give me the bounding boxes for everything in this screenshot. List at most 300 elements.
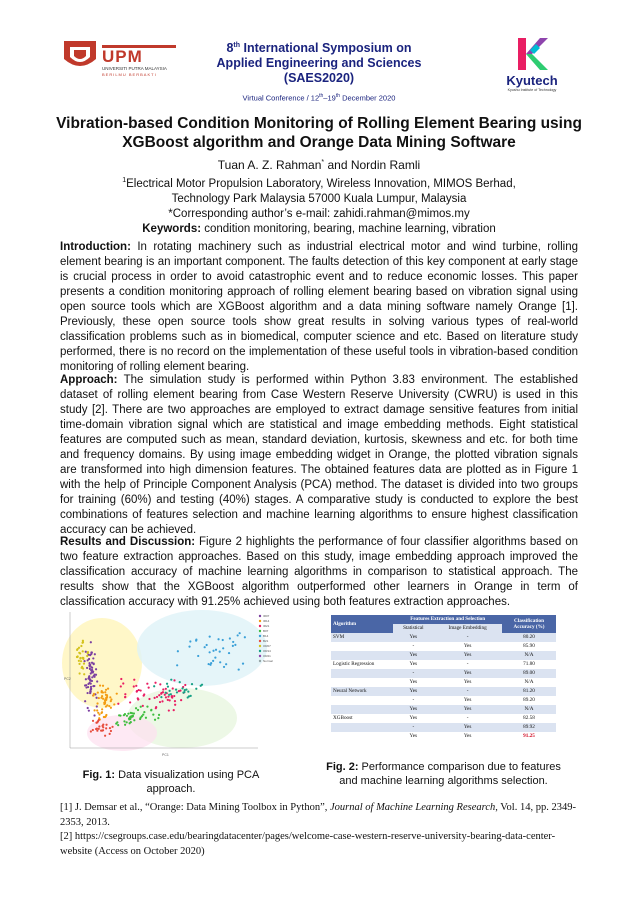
pca-point bbox=[184, 684, 186, 686]
pca-point bbox=[164, 694, 166, 696]
pca-point bbox=[119, 715, 121, 717]
pca-point bbox=[99, 684, 101, 686]
cell-accuracy: 89.92 bbox=[502, 723, 556, 732]
pca-point bbox=[177, 650, 179, 652]
cell-algorithm bbox=[331, 651, 393, 660]
cell-image: - bbox=[433, 714, 502, 723]
pca-point bbox=[152, 714, 154, 716]
cell-accuracy: 91.25 bbox=[502, 732, 556, 741]
pca-point bbox=[148, 698, 150, 700]
pca-y-label: PC2 bbox=[64, 677, 71, 681]
pca-point bbox=[87, 683, 89, 685]
cell-image: Yes bbox=[433, 678, 502, 687]
pca-point bbox=[132, 715, 134, 717]
pca-point bbox=[130, 721, 132, 723]
pca-point bbox=[78, 660, 80, 662]
pca-point bbox=[105, 724, 107, 726]
table-row bbox=[331, 651, 556, 660]
figure-2-caption: Fig. 2: Performance comparison due to features and machine learning algorithms selection. bbox=[326, 761, 561, 787]
legend-marker bbox=[259, 615, 261, 617]
pca-point bbox=[117, 724, 119, 726]
legend-marker bbox=[259, 645, 261, 647]
pca-point bbox=[123, 720, 125, 722]
pca-point bbox=[95, 728, 97, 730]
pca-point bbox=[136, 691, 138, 693]
legend-marker bbox=[259, 640, 261, 642]
pca-point bbox=[88, 710, 90, 712]
kyutech-logo-text: Kyutech bbox=[506, 73, 558, 88]
pca-point bbox=[242, 662, 244, 664]
pca-point bbox=[204, 646, 206, 648]
legend-label: OR14 bbox=[263, 649, 271, 654]
col-features: Features Extraction and Selection bbox=[393, 615, 502, 624]
results-paragraph bbox=[60, 535, 578, 610]
pca-point bbox=[219, 661, 221, 663]
pca-point bbox=[237, 634, 239, 636]
pca-point bbox=[232, 641, 234, 643]
pca-point bbox=[219, 650, 221, 652]
cell-accuracy: N/A bbox=[502, 651, 556, 660]
pca-point bbox=[181, 687, 183, 689]
pca-point bbox=[90, 683, 92, 685]
pca-point bbox=[222, 639, 224, 641]
pca-point bbox=[89, 692, 91, 694]
cell-image: - bbox=[433, 660, 502, 669]
pca-point bbox=[87, 707, 89, 709]
pca-point bbox=[122, 682, 124, 684]
cell-statistical: Yes bbox=[393, 633, 433, 642]
pca-point bbox=[159, 701, 161, 703]
approach-text: The simulation study is performed within Python 3.83 environment. The established dataset of rolling element bearing from Case Western Reserve University (CWRU) is used in this study [2]. There are two approaches are employed to extract damage sensitive features from initial time-domain vibration signal which are statistical and image embedding methods. Eight statistical features are computed such as mean, standard deviation, kurtosis, skewness and etc. for both time and frequency domains. By using image embedding widget in Orange, the plotted vibration signals are transformed into high dimension features. The obtained features data are plotted as in Figure 1 with the help of Principle Component Analysis (PCA) method. The dataset is divided into two groups for training (60%) and testing (40%) stages. A comparative study is conducted to explore the best combinations of features selection and machine learning algorithms to ensure highest classification accuracy can be achieved. bbox=[60, 374, 578, 536]
table-row bbox=[331, 723, 556, 732]
cell-image: Yes bbox=[433, 705, 502, 714]
pca-point bbox=[165, 696, 167, 698]
legend-label: IR14 bbox=[263, 619, 270, 624]
pca-point bbox=[86, 692, 88, 694]
pca-point bbox=[93, 676, 95, 678]
pca-point bbox=[165, 688, 167, 690]
pca-point bbox=[183, 691, 185, 693]
paper-title bbox=[40, 114, 598, 152]
pca-point bbox=[95, 668, 97, 670]
cell-accuracy: 81.20 bbox=[502, 687, 556, 696]
pca-point bbox=[85, 651, 87, 653]
cell-accuracy: N/A bbox=[502, 678, 556, 687]
legend-marker bbox=[259, 625, 261, 627]
pca-point bbox=[206, 644, 208, 646]
pca-point bbox=[93, 693, 95, 695]
table-row bbox=[331, 696, 556, 705]
pca-point bbox=[191, 683, 193, 685]
pca-point bbox=[153, 685, 155, 687]
cell-image: Yes bbox=[433, 669, 502, 678]
pca-point bbox=[212, 660, 214, 662]
pca-point bbox=[90, 641, 92, 643]
pca-point bbox=[98, 728, 100, 730]
pca-point bbox=[129, 718, 131, 720]
introduction-label: Introduction: bbox=[60, 241, 131, 253]
cell-image: Yes bbox=[433, 723, 502, 732]
cell-image: Yes bbox=[433, 696, 502, 705]
pca-point bbox=[167, 685, 169, 687]
pca-point bbox=[86, 655, 88, 657]
pca-point bbox=[214, 656, 216, 658]
pca-point bbox=[239, 632, 241, 634]
pca-point bbox=[84, 684, 86, 686]
legend-label: OR07 bbox=[263, 644, 271, 649]
pca-point bbox=[88, 658, 90, 660]
results-label: Results and Discussion: bbox=[60, 536, 196, 548]
figure-1-caption: Fig. 1: Data visualization using PCA approach. bbox=[82, 769, 260, 795]
pca-point bbox=[93, 663, 95, 665]
pca-point bbox=[83, 660, 85, 662]
pca-point bbox=[238, 668, 240, 670]
pca-point bbox=[88, 662, 90, 664]
pca-point bbox=[101, 695, 103, 697]
affiliation-line-1: $^1$Electrical Motor Propulsion Laboratory, Wireless Innovation, MIMOS Berhad, bbox=[122, 177, 516, 190]
pca-point bbox=[91, 662, 93, 664]
pca-point bbox=[106, 704, 108, 706]
upm-logo-text: UPM bbox=[102, 47, 143, 66]
pca-point bbox=[180, 699, 182, 701]
pca-point bbox=[140, 689, 142, 691]
legend-label: Normal bbox=[263, 659, 273, 664]
pca-point bbox=[102, 685, 104, 687]
pca-point bbox=[131, 712, 133, 714]
pca-point bbox=[174, 700, 176, 702]
pca-point bbox=[169, 690, 171, 692]
reference-2: [2] https://csegroups.case.edu/bearingdatacenter/pages/welcome-case-western-reserve-university-bearing-data-center-website (Access on October 2020) bbox=[60, 831, 556, 857]
pca-point bbox=[82, 667, 84, 669]
author-block bbox=[40, 155, 598, 237]
pca-point bbox=[225, 663, 227, 665]
pca-point bbox=[101, 708, 103, 710]
table-row bbox=[331, 633, 556, 642]
pca-point bbox=[101, 730, 103, 732]
pca-point bbox=[113, 703, 115, 705]
pca-point bbox=[109, 733, 111, 735]
symposium-line2: Applied Engineering and Sciences (SAES2020) bbox=[216, 56, 422, 86]
cell-statistical: Yes bbox=[393, 678, 433, 687]
cell-accuracy: 71.80 bbox=[502, 660, 556, 669]
pca-point bbox=[188, 645, 190, 647]
pca-point bbox=[195, 640, 197, 642]
pca-point bbox=[92, 720, 94, 722]
pca-point bbox=[109, 696, 111, 698]
pca-point bbox=[160, 696, 162, 698]
pca-point bbox=[94, 653, 96, 655]
pca-point bbox=[208, 663, 210, 665]
pca-point bbox=[123, 714, 125, 716]
pca-point bbox=[210, 662, 212, 664]
symposium-line1: 8th International Symposium on bbox=[226, 41, 412, 56]
pca-point bbox=[104, 716, 106, 718]
pca-point bbox=[102, 698, 104, 700]
pca-point bbox=[173, 709, 175, 711]
cell-image: - bbox=[433, 633, 502, 642]
pca-point bbox=[137, 697, 139, 699]
pca-point bbox=[158, 694, 160, 696]
pca-point bbox=[162, 691, 164, 693]
pca-point bbox=[162, 688, 164, 690]
table-row bbox=[331, 705, 556, 714]
pca-point bbox=[165, 692, 167, 694]
upm-logo-motto: BERILMU BERBAKTI bbox=[102, 72, 157, 77]
cell-algorithm bbox=[331, 732, 393, 741]
pca-point bbox=[110, 707, 112, 709]
pca-point bbox=[179, 690, 181, 692]
pca-point bbox=[156, 696, 158, 698]
pca-point bbox=[124, 696, 126, 698]
pca-point bbox=[93, 714, 95, 716]
pca-point bbox=[101, 711, 103, 713]
pca-point bbox=[168, 709, 170, 711]
cell-accuracy: N/A bbox=[502, 705, 556, 714]
cell-algorithm: XGBoost bbox=[331, 714, 393, 723]
pca-point bbox=[78, 647, 80, 649]
cell-statistical: Yes bbox=[393, 660, 433, 669]
cell-image: - bbox=[433, 687, 502, 696]
pca-point bbox=[155, 707, 157, 709]
pca-point bbox=[90, 666, 92, 668]
pca-point bbox=[141, 715, 143, 717]
pca-point bbox=[133, 719, 135, 721]
pca-point bbox=[158, 714, 160, 716]
pca-point bbox=[101, 691, 103, 693]
pca-point bbox=[172, 687, 174, 689]
cell-algorithm bbox=[331, 723, 393, 732]
pca-point bbox=[145, 717, 147, 719]
legend-marker bbox=[259, 660, 261, 662]
legend-label: IR07 bbox=[263, 614, 270, 619]
legend-marker bbox=[259, 655, 261, 657]
pca-point bbox=[228, 652, 230, 654]
cell-statistical: Yes bbox=[393, 651, 433, 660]
cell-accuracy: 82.58 bbox=[502, 714, 556, 723]
pca-point bbox=[170, 679, 172, 681]
col-algorithm: Algorithm bbox=[331, 615, 393, 633]
introduction-paragraph bbox=[60, 240, 578, 375]
upm-logo bbox=[62, 37, 182, 77]
pca-point bbox=[76, 649, 78, 651]
figure-1-pca-plot bbox=[62, 608, 278, 758]
corresponding-email: *Corresponding author’s e-mail: zahidi.rahman@mimos.my bbox=[168, 207, 470, 220]
pca-point bbox=[105, 714, 107, 716]
legend-label: B07 bbox=[263, 629, 269, 634]
cell-accuracy: 80.20 bbox=[502, 633, 556, 642]
pca-point bbox=[110, 698, 112, 700]
pca-point bbox=[159, 683, 161, 685]
pca-point bbox=[176, 664, 178, 666]
table-row bbox=[331, 678, 556, 687]
pca-point bbox=[77, 655, 79, 657]
pca-point bbox=[82, 640, 84, 642]
pca-point bbox=[209, 636, 211, 638]
conference-dates: Virtual Conference / 12th–19th December 2020 bbox=[242, 93, 396, 103]
pca-point bbox=[174, 704, 176, 706]
pca-point bbox=[139, 718, 141, 720]
cell-statistical: Yes bbox=[393, 687, 433, 696]
title-line-2: XGBoost algorithm and Orange Data Mining Software bbox=[122, 134, 516, 151]
pca-point bbox=[96, 702, 98, 704]
pca-point bbox=[87, 686, 89, 688]
pca-point bbox=[133, 679, 135, 681]
cell-statistical: Yes bbox=[393, 705, 433, 714]
pca-point bbox=[79, 672, 81, 674]
pca-point bbox=[167, 699, 169, 701]
pca-point bbox=[195, 688, 197, 690]
conference-header bbox=[190, 38, 448, 103]
cell-accuracy: 89.00 bbox=[502, 669, 556, 678]
pca-point bbox=[89, 654, 91, 656]
pca-point bbox=[110, 730, 112, 732]
cell-statistical: - bbox=[393, 696, 433, 705]
approach-paragraph bbox=[60, 373, 578, 538]
pca-point bbox=[222, 647, 224, 649]
pca-point bbox=[98, 697, 100, 699]
table-row bbox=[331, 669, 556, 678]
cell-statistical: Yes bbox=[393, 732, 433, 741]
pca-point bbox=[168, 694, 170, 696]
pca-point bbox=[215, 649, 217, 651]
pca-point bbox=[84, 700, 86, 702]
pca-point bbox=[229, 637, 231, 639]
pca-point bbox=[150, 709, 152, 711]
pca-point bbox=[108, 705, 110, 707]
pca-point bbox=[106, 694, 108, 696]
pca-point bbox=[154, 719, 156, 721]
col-accuracy: Classification Accuracy (%) bbox=[502, 615, 556, 633]
pca-point bbox=[105, 727, 107, 729]
pca-point bbox=[80, 660, 82, 662]
pca-point bbox=[120, 678, 122, 680]
pca-point bbox=[166, 683, 168, 685]
table-row bbox=[331, 714, 556, 723]
pca-point bbox=[244, 636, 246, 638]
legend-label: B14 bbox=[263, 634, 269, 639]
pca-point bbox=[173, 695, 175, 697]
upm-logo-subtext: UNIVERSITI PUTRA MALAYSIA bbox=[102, 66, 167, 71]
pca-point bbox=[184, 689, 186, 691]
legend-label: IR21 bbox=[263, 624, 270, 629]
pca-point bbox=[146, 683, 148, 685]
pca-point bbox=[133, 712, 135, 714]
cell-statistical: - bbox=[393, 723, 433, 732]
pca-point bbox=[80, 645, 82, 647]
pca-point bbox=[133, 685, 135, 687]
cell-algorithm bbox=[331, 678, 393, 687]
cell-statistical: Yes bbox=[393, 714, 433, 723]
table-row bbox=[331, 642, 556, 651]
pca-point bbox=[104, 691, 106, 693]
pca-point bbox=[95, 722, 97, 724]
pca-point bbox=[96, 709, 98, 711]
pca-point bbox=[86, 667, 88, 669]
pca-point bbox=[97, 691, 99, 693]
pca-point bbox=[98, 713, 100, 715]
pca-point bbox=[101, 725, 103, 727]
table-row bbox=[331, 732, 556, 741]
legend-marker bbox=[259, 630, 261, 632]
cell-algorithm bbox=[331, 696, 393, 705]
pca-point bbox=[154, 682, 156, 684]
performance-table bbox=[331, 615, 556, 741]
pca-point bbox=[96, 680, 98, 682]
cell-algorithm bbox=[331, 705, 393, 714]
pca-point bbox=[171, 696, 173, 698]
pca-point bbox=[138, 689, 140, 691]
pca-point bbox=[154, 697, 156, 699]
pca-point bbox=[89, 678, 91, 680]
pca-point bbox=[135, 707, 137, 709]
cell-algorithm bbox=[331, 669, 393, 678]
pca-x-label: PC1 bbox=[162, 753, 169, 757]
cell-algorithm: Neural Network bbox=[331, 687, 393, 696]
pca-point bbox=[201, 684, 203, 686]
pca-point bbox=[95, 697, 97, 699]
pca-point bbox=[120, 685, 122, 687]
pca-point bbox=[157, 717, 159, 719]
legend-label: B21 bbox=[263, 639, 269, 644]
pca-point bbox=[209, 651, 211, 653]
kyutech-logo-subtext: Kyushu Institute of Technology bbox=[507, 88, 557, 92]
cell-algorithm: Logistic Regression bbox=[331, 660, 393, 669]
pca-point bbox=[167, 696, 169, 698]
pca-point bbox=[107, 688, 109, 690]
pca-point bbox=[105, 689, 107, 691]
pca-point bbox=[176, 691, 178, 693]
pca-point bbox=[143, 711, 145, 713]
pca-point bbox=[92, 729, 94, 731]
pca-point bbox=[91, 680, 93, 682]
pca-point bbox=[188, 695, 190, 697]
pca-point bbox=[90, 686, 92, 688]
introduction-text: In rotating machinery such as industrial electrical motor and wind turbine, rolling element bearing is an important component. The faults detection of this key component at early stage is crucial process in order to avoid catastrophic event and to reduce economic losses. This paper presents a condition monitoring approach of rolling element bearing based on vibration signal using open source tools which are XGBoost algorithm and a data mining software namely Orange [1]. Previously, these open source tools show great results in solving various types of real-world classification problems such as in biomedical, computer science and etc. Based on literature study performed, there is no record on the implementation of these useful tools in vibration-based condition monitoring of rolling element bearing. bbox=[60, 241, 578, 373]
pca-point bbox=[124, 724, 126, 726]
pca-point bbox=[116, 693, 118, 695]
pca-point bbox=[90, 688, 92, 690]
pca-point bbox=[95, 674, 97, 676]
legend-marker bbox=[259, 620, 261, 622]
pca-point bbox=[96, 705, 98, 707]
approach-label: Approach: bbox=[60, 374, 118, 386]
pca-point bbox=[189, 640, 191, 642]
pca-point bbox=[232, 645, 234, 647]
cell-image: Yes bbox=[433, 642, 502, 651]
pca-point bbox=[234, 644, 236, 646]
pca-point bbox=[169, 699, 171, 701]
pca-point bbox=[179, 681, 181, 683]
pca-point bbox=[148, 687, 150, 689]
legend-label: OR21 bbox=[263, 654, 271, 659]
pca-point bbox=[79, 652, 81, 654]
pca-point bbox=[127, 713, 129, 715]
pca-point bbox=[137, 709, 139, 711]
pca-point bbox=[104, 735, 106, 737]
cell-statistical: - bbox=[393, 642, 433, 651]
pca-point bbox=[83, 673, 85, 675]
title-line-1: Vibration-based Condition Monitoring of Rolling Element Bearing using bbox=[56, 115, 582, 132]
table-row bbox=[331, 660, 556, 669]
pca-point bbox=[129, 701, 131, 703]
cell-statistical: - bbox=[393, 669, 433, 678]
authors: Tuan A. Z. Rahman* and Nordin Ramli bbox=[217, 158, 421, 172]
pca-point bbox=[115, 723, 117, 725]
results-text: Figure 2 highlights the performance of four classifier algorithms based on two feature extraction approaches. Based on this study, image embedding approach improved the classification accuracy of machine learning algorithms in comparison to statistical approach. The results show that the XGBoost algorithm outperformed other learners in Orange in term of classification accuracy with 91.25% achieved using both features extraction approaches. bbox=[60, 536, 578, 608]
pca-point bbox=[126, 715, 128, 717]
pca-scatter-svg bbox=[62, 608, 278, 758]
pca-point bbox=[143, 693, 145, 695]
